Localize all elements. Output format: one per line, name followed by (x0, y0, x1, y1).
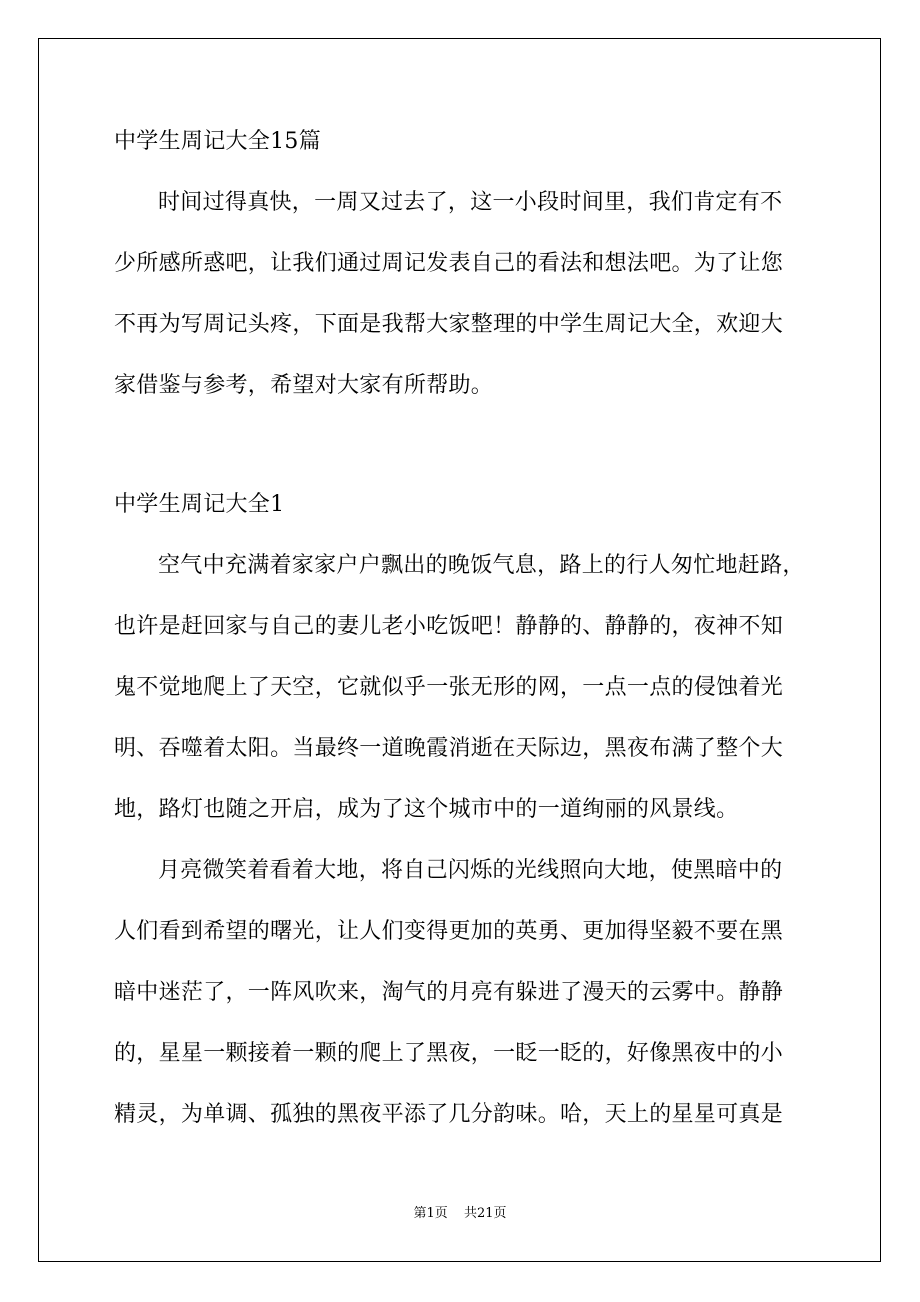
paragraph-line: 月亮微笑着看着大地，将自己闪烁的光线照向大地，使黑暗中的 (158, 858, 783, 883)
section-heading: 中学生周记大全1 (114, 492, 285, 517)
paragraph-line: 人们看到希望的曙光，让人们变得更加的英勇、更加得坚毅不要在黑 (114, 919, 784, 944)
intro-line: 时间过得真快，一周又过去了，这一小段时间里，我们肯定有不 (158, 190, 783, 215)
paragraph-line: 精灵，为单调、孤独的黑夜平添了几分韵味。哈，天上的星星可真是 (114, 1102, 784, 1127)
paragraph-line: 明、吞噬着太阳。当最终一道晚霞消逝在天际边，黑夜布满了整个大 (114, 736, 784, 761)
intro-line: 少所感所惑吧，让我们通过周记发表自己的看法和想法吧。为了让您 (114, 251, 784, 276)
page-footer (0, 1205, 920, 1223)
intro-line: 家借鉴与参考，希望对大家有所帮助。 (114, 373, 494, 398)
page-total: 共21页 (463, 1206, 507, 1221)
paragraph-line: 地，路灯也随之开启，成为了这个城市中的一道绚丽的风景线。 (114, 797, 739, 822)
paragraph-line: 的，星星一颗接着一颗的爬上了黑夜，一眨一眨的，好像黑夜中的小 (114, 1041, 784, 1066)
page-border (38, 38, 881, 1262)
page-number: 第1页 (413, 1206, 448, 1221)
paragraph-line: 鬼不觉地爬上了天空，它就似乎一张无形的网，一点一点的侵蚀着光 (114, 675, 784, 700)
paragraph-line: 空气中充满着家家户户飘出的晚饭气息，路上的行人匆忙地赶路， (158, 553, 805, 578)
paragraph-line: 也许是赶回家与自己的妻儿老小吃饭吧！静静的、静静的，夜神不知 (114, 614, 784, 639)
document-title: 中学生周记大全15篇 (114, 129, 321, 154)
intro-line: 不再为写周记头疼，下面是我帮大家整理的中学生周记大全，欢迎大 (114, 312, 784, 337)
paragraph-line: 暗中迷茫了，一阵风吹来，淘气的月亮有躲进了漫天的云雾中。静静 (114, 980, 784, 1005)
